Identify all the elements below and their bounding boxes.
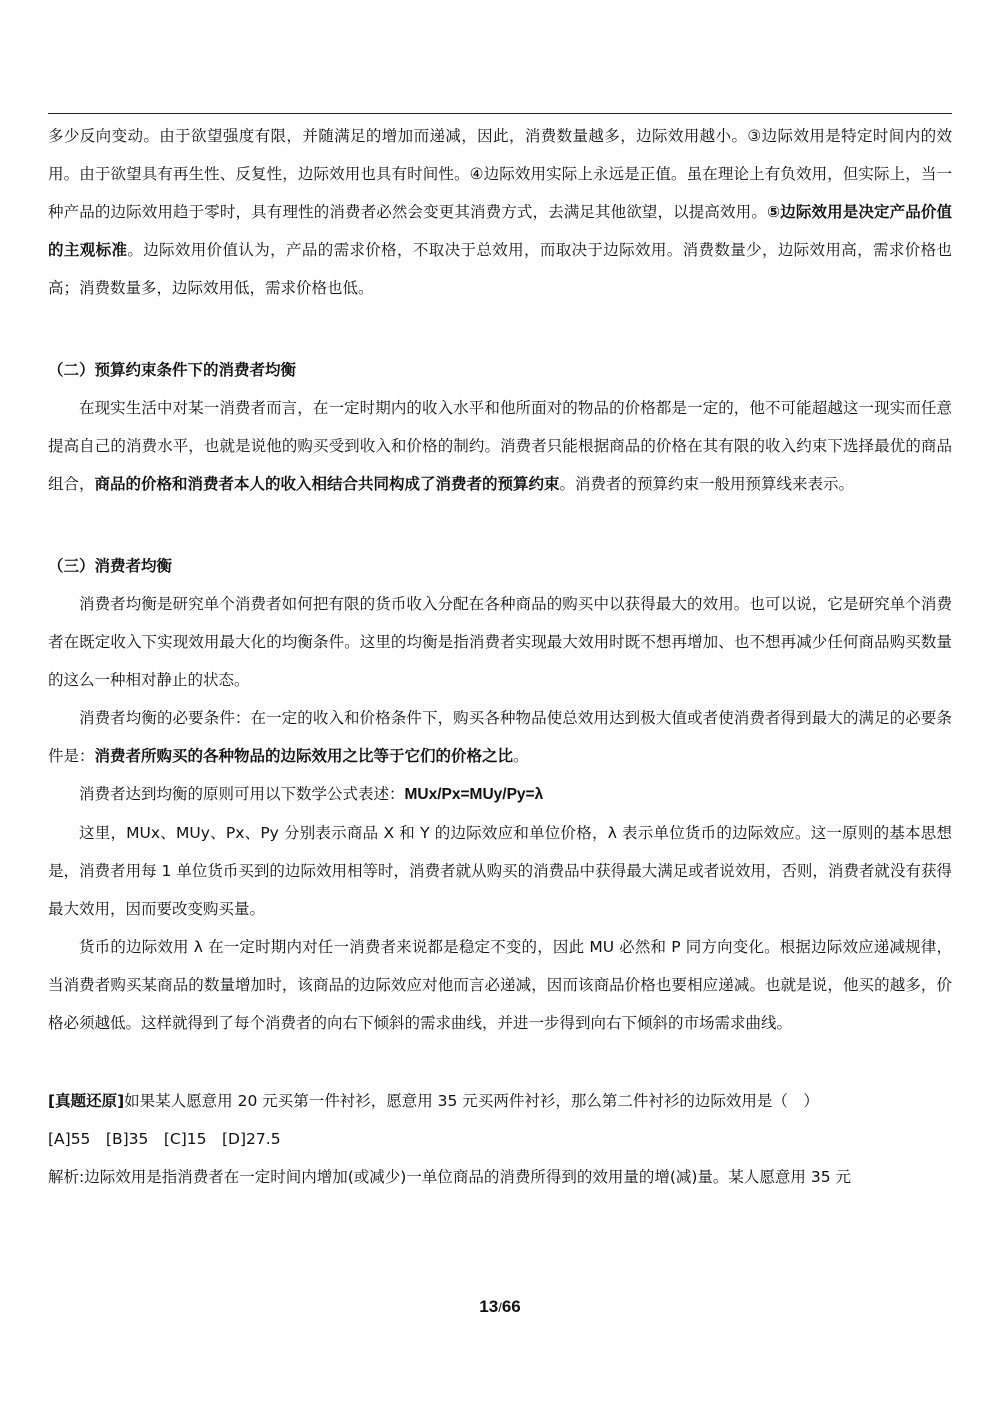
demand-curve-paragraph: 货币的边际效用 λ 在一定时期内对任一消费者来说都是稳定不变的，因此 MU 必然和 P 同方向变化。根据边际效应递减规律，当消费者购买某商品的数量增加时，该商品的边际效应对他而言必递减，因而该商品价格也要相应递减。也就是说，他买的越多，价格必须越低。这样就得到了每个消费者的向右下倾斜的需求曲线，并进一步得到向右下倾斜的市场需求曲线。 bbox=[48, 938, 952, 1032]
page-body bbox=[48, 117, 952, 1196]
equilibrium-formula: MUx/Px=MUy/Py=λ bbox=[404, 786, 544, 803]
bold-phrase: 消费者所购买的各种物品的边际效用之比等于它们的价格之比 bbox=[94, 747, 514, 765]
formula-explanation-paragraph: 这里，MUx、MUy、Px、Py 分别表示商品 X 和 Y 的边际效应和单位价格，λ 表示单位货币的边际效应。这一原则的基本思想是，消费者用每 1 单位货币买到的边际效用相等时，消费者就从购买的消费品中获得最大满足或者说效用，否则，消费者就没有获得最大效用，因而要改变购买量。 bbox=[48, 824, 952, 918]
marginal-utility-paragraph: 多少反向变动。由于欲望强度有限，并随满足的增加而递减，因此，消费数量越多，边际效用越小。③边际效用是特定时间内的效用。由于欲望具有再生性、反复性，边际效用也具有时间性。④边际效用实际上永远是正值。虽在理论上有负效用，但实际上，当一种产品的边际效用趋于零时，具有理性的消费者必然会变更其消费方式，去满足其他欲望，以提高效用。⑤边际效用是决定产品价值的主观标准。边际效用价值认为，产品的需求价格，不取决于总效用，而取决于边际效用。消费数量少，边际效用高，需求价格也高；消费数量多，边际效用低，需求价格也低。 bbox=[48, 127, 952, 297]
budget-constraint-paragraph: 在现实生活中对某一消费者而言，在一定时期内的收入水平和他所面对的物品的价格都是一定的，他不可能超越这一现实而任意提高自己的消费水平，也就是说他的购买受到收入和价格的制约。消费者只能根据商品的价格在其有限的收入约束下选择最优的商品组合，商品的价格和消费者本人的收入相结合共同构成了消费者的预算约束。消费者的预算约束一般用预算线来表示。 bbox=[48, 399, 952, 493]
section-heading-budget-constraint: （二）预算约束条件下的消费者均衡 bbox=[48, 361, 297, 379]
formula-paragraph: 消费者达到均衡的原则可用以下数学公式表述：MUx/Px=MUy/Py=λ bbox=[79, 785, 544, 803]
header-rule bbox=[48, 113, 952, 114]
bold-phrase: 商品的价格和消费者本人的收入相结合共同构成了消费者的预算约束 bbox=[94, 475, 560, 493]
section-heading-consumer-equilibrium: （三）消费者均衡 bbox=[48, 557, 173, 575]
page-number: 13/66 bbox=[479, 1297, 521, 1316]
equilibrium-condition-paragraph: 消费者均衡的必要条件：在一定的收入和价格条件下，购买各种物品使总效用达到极大值或者使消费者得到最大的满足的必要条件是：消费者所购买的各种物品的边际效用之比等于它们的价格之比。 bbox=[48, 709, 952, 765]
answer-options: [A]55 [B]35 [C]15 [D]27.5 bbox=[48, 1130, 281, 1148]
question-tag: [真题还原] bbox=[48, 1092, 125, 1110]
equilibrium-definition-paragraph: 消费者均衡是研究单个消费者如何把有限的货币收入分配在各种商品的购买中以获得最大的效用。也可以说，它是研究单个消费者在既定收入下实现效用最大化的均衡条件。这里的均衡是指消费者实现最大效用时既不想再增加、也不想再减少任何商品购买数量的这么一种相对静止的状态。 bbox=[48, 595, 952, 689]
answer-analysis: 解析:边际效用是指消费者在一定时间内增加(或减少)一单位商品的消费所得到的效用量的增(减)量。某人愿意用 35 元 bbox=[48, 1168, 851, 1186]
bold-phrase: ⑤边际效用是决定产品价值的主观标准 bbox=[48, 203, 952, 259]
exam-question: [真题还原]如果某人愿意用 20 元买第一件衬衫，愿意用 35 元买两件衬衫，那么第二件衬衫的边际效用是（ ） bbox=[48, 1092, 819, 1110]
